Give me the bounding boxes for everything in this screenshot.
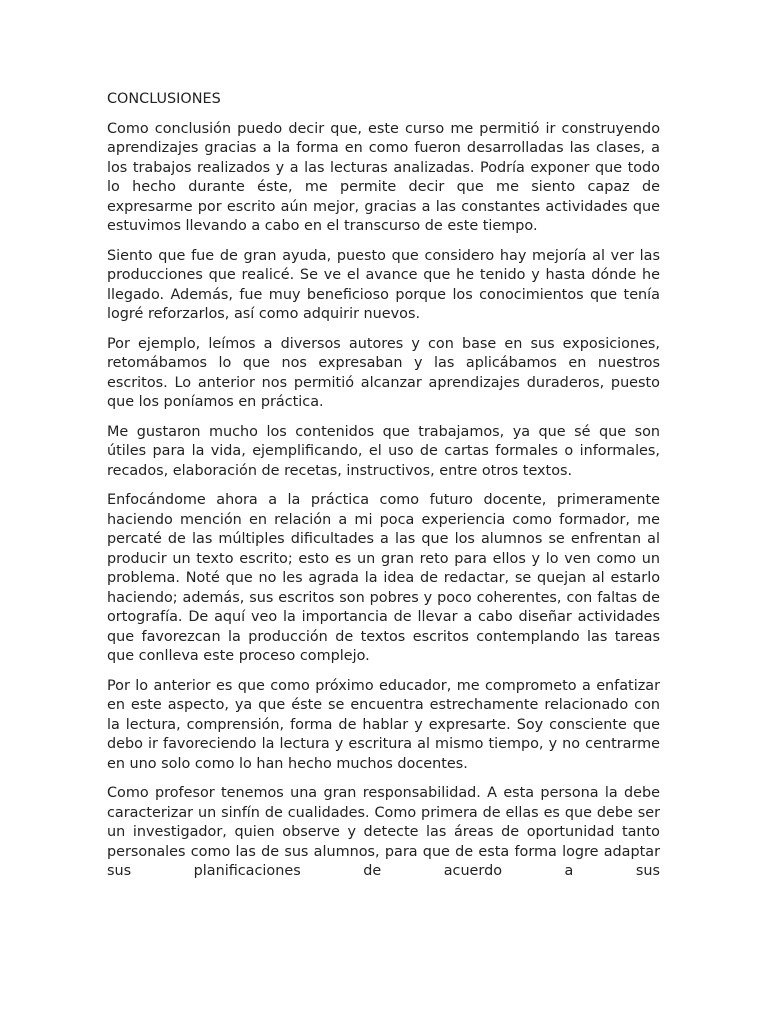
paragraph-6: Por lo anterior es que como próximo educador, me comprometo a enfatizar en este aspecto, ya que éste se encuentra estrechamente relacionado con la lectura, comprensión, forma de hablar y expresarte. Soy consciente que debo ir favoreciendo la lectura y escritura al mismo tiempo, y no centrarme en uno solo como lo han hecho muchos docentes. [107, 677, 660, 772]
paragraph-5: Enfocándome ahora a la práctica como futuro docente, primeramente haciendo mención en relación a mi poca experiencia como formador, me percaté de las múltiples dificultades a las que los alumnos se enfrentan al producir un texto escrito; esto es un gran reto para ellos y lo ven como un problema. Noté que no les agrada la idea de redactar, se quejan al estarlo haciendo; además, sus escritos son pobres y poco coherentes, con faltas de ortografía. De aquí veo la importancia de llevar a cabo diseñar actividades que favorezcan la producción de textos escritos contemplando las tareas que conlleva este proceso complejo. [107, 492, 660, 664]
document-heading: CONCLUSIONES [107, 91, 221, 107]
paragraph-1: Como conclusión puedo decir que, este curso me permitió ir construyendo aprendizajes gracias a la forma en como fueron desarrolladas las clases, a los trabajos realizados y a las lecturas analizadas. Podría exponer que todo lo hecho durante éste, me permite decir que me siento capaz de expresarme por escrito aún mejor, gracias a las constantes actividades que estuvimos llevando a cabo en el transcurso de este tiempo. [107, 120, 660, 234]
paragraph-2: Siento que fue de gran ayuda, puesto que considero hay mejoría al ver las producciones que realicé. Se ve el avance que he tenido y hasta dónde he llegado. Además, fue muy beneficioso porque los conocimientos que tenía logré reforzarlos, así como adquirir nuevos. [107, 247, 660, 322]
paragraph-3: Por ejemplo, leímos a diversos autores y con base en sus exposiciones, retomábamos lo que nos expresaban y las aplicábamos en nuestros escritos. Lo anterior nos permitió alcanzar aprendizajes duraderos, puesto que los poníamos en práctica. [107, 335, 660, 410]
paragraph-7: Como profesor tenemos una gran responsabilidad. A esta persona la debe caracterizar un sinfín de cualidades. Como primera de ellas es que debe ser un investigador, quien observe y detecte las áreas de oportunidad tanto personales como las de sus alumnos, para que de esta forma logre adaptar sus planificaciones de acuerdo a sus [107, 785, 660, 879]
paragraph-4: Me gustaron mucho los contenidos que trabajamos, ya que sé que son útiles para la vida, ejemplificando, el uso de cartas formales o informales, recados, elaboración de recetas, instructivos, entre otros textos. [107, 423, 660, 479]
